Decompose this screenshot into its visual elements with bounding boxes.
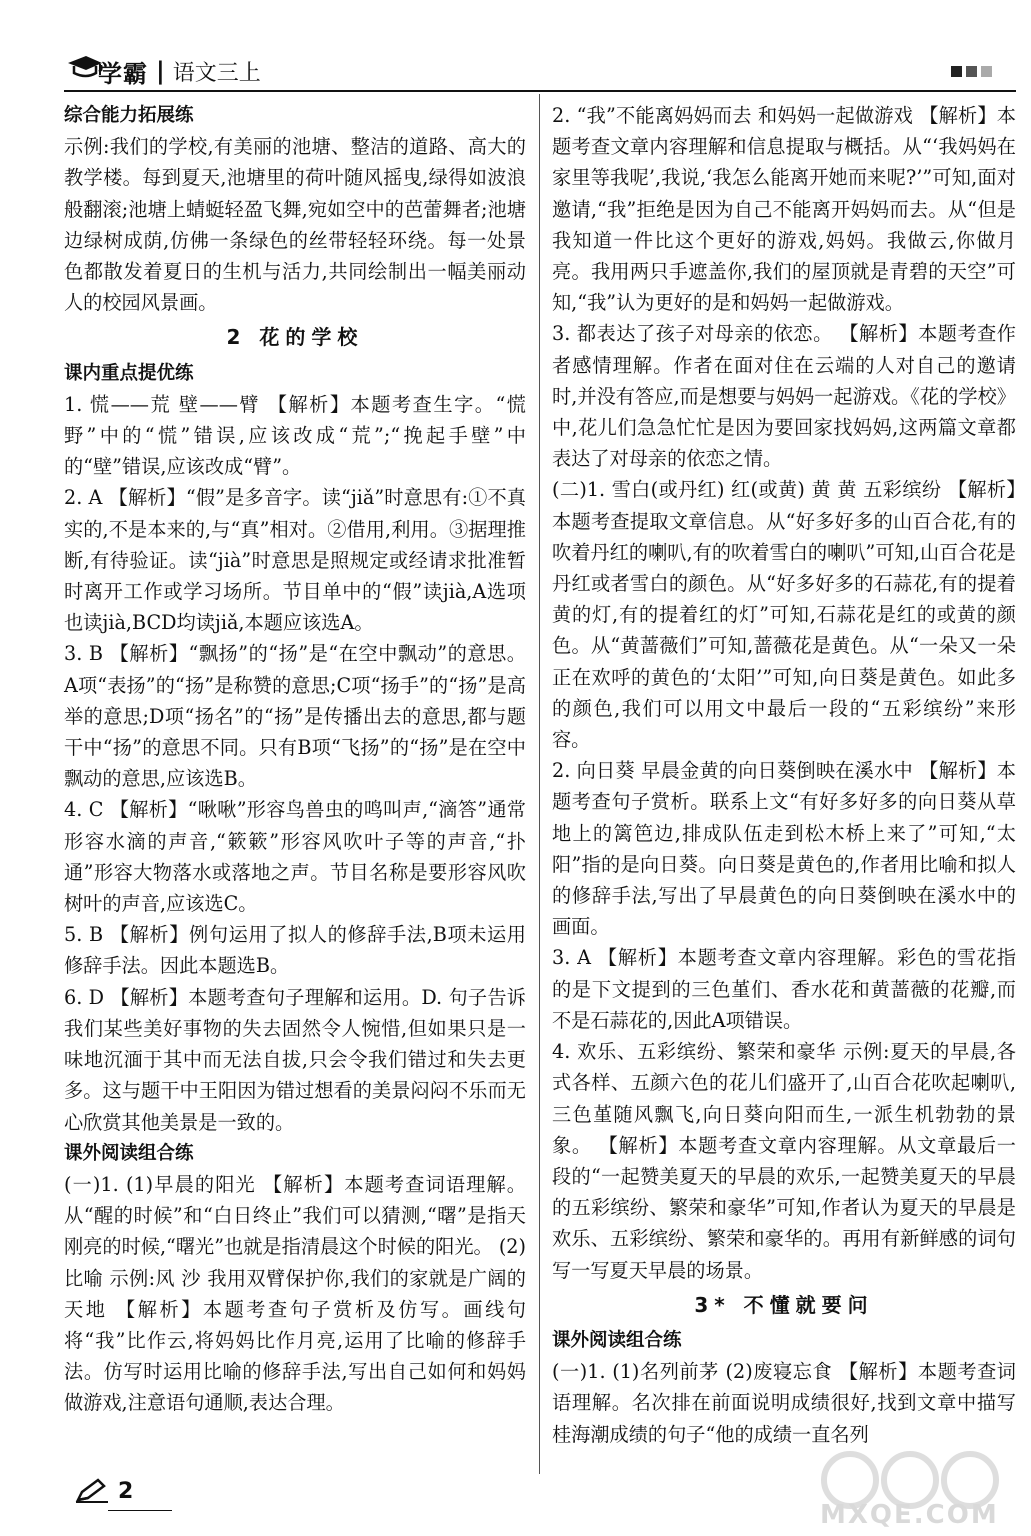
column-divider	[539, 94, 540, 1474]
brand-separator: |	[156, 57, 165, 85]
section-heading: 课外阅读组合练	[552, 1329, 682, 1351]
decorative-squares	[951, 66, 992, 77]
subject-label: 语文三上	[172, 60, 261, 86]
footer-rule	[108, 1510, 172, 1511]
answer-paragraph: 2. 向日葵 早晨金黄的向日葵倒映在溪水中 【解析】本题考查句子赏析。联系上文“有好多好多的向日葵从草地上的篱笆边,排成队伍走到松木桥上来了”可知,“太阳”指的是向日葵。向日葵是黄色的,作者用比喻和拟人的修辞手法,写出了早晨黄色的向日葵倒映在溪水中的画面。	[552, 759, 1016, 939]
answer-paragraph: 3. B 【解析】“飘扬”的“扬”是“在空中飘动”的意思。A项“表扬”的“扬”是称赞的意思;C项“扬手”的“扬”是高举的意思;D项“扬名”的“扬”是传播出去的意思,都与题干中“扬”的意思不同。只有B项“飞扬”的“扬”是在空中飘动的意思,应该选B。	[64, 642, 526, 791]
brand-name: 学霸	[98, 59, 148, 88]
square-icon	[981, 66, 992, 77]
answer-paragraph: 1. 慌——荒 壁——臂 【解析】本题考查生字。“慌野”中的“慌”错误,应该改成“荒”;“挽起手壁”中的“壁”错误,应该改成“臂”。	[64, 392, 526, 479]
section-heading: 课外阅读组合练	[64, 1142, 194, 1164]
page-footer	[74, 1478, 133, 1504]
answer-paragraph: (一)1. (1)名列前茅 (2)废寝忘食 【解析】本题考查词语理解。名次排在前面说明成绩很好,找到文章中描写桂海潮成绩的句子“他的成绩一直名列	[552, 1360, 1016, 1446]
section-heading: 课内重点提优练	[64, 362, 194, 384]
answer-paragraph: (二)1. 雪白(或丹红) 红(或黄) 黄 黄 五彩缤纷 【解析】本题考查提取文章信息。从“好多好多的山百合花,有的吹着丹红的喇叭,有的吹着雪白的喇叭”可知,山百合花是丹红或者雪白的颜色。从“好多好多的石蒜花,有的提着黄的灯,有的提着红的灯”可知,石蒜花是红的或黄的颜色。从“黄蔷薇们”可知,蔷薇花是黄色。从“一朵又一朵正在欢呼的黄色的‘太阳’”可知,向日葵是黄色。如此多的颜色,我们可以用文中最后一段的“五彩缤纷”来形容。	[552, 478, 1016, 752]
answer-paragraph: 3. A 【解析】本题考查文章内容理解。彩色的雪花指的是下文提到的三色堇们、香水花和黄蔷薇的花瓣,而不是石蒜花的,因此A项错误。	[552, 946, 1016, 1032]
answer-paragraph: 4. 欢乐、五彩缤纷、繁荣和豪华 示例:夏天的早晨,各式各样、五颜六色的花儿们盛开了,山百合花吹起喇叭,三色堇随风飘飞,向日葵向阳而生,一派生机勃勃的景象。 【解析】本题考查文章内容理解。从文章最后一段的“一起赞美夏天的早晨的欢乐,一起赞美夏天的早晨的五彩缤纷、繁荣和豪华”可知,作者认为夏天的早晨是欢乐、五彩缤纷、繁荣和豪华的。再用有新鲜感的词句写一写夏天早晨的场景。	[552, 1040, 1016, 1282]
lesson-title: 3* 不懂就要问	[694, 1292, 874, 1317]
page-number: 2	[118, 1478, 134, 1504]
answer-paragraph: 2. A 【解析】“假”是多音字。读“jiǎ”时意思有:①不真实的,不是本来的,与“真”相对。②借用,利用。③据理推断,有待验证。读“jià”时意思是照规定或经请求批准暂时离开工作或学习场所。节目单中的“假”读jià,A选项也读jià,BCD均读jiǎ,本题应该选A。	[64, 486, 526, 635]
graduation-cap-icon	[64, 53, 104, 89]
pencil-icon	[74, 1478, 110, 1504]
answer-paragraph: 2. “我”不能离妈妈而去 和妈妈一起做游戏 【解析】本题考查文章内容理解和信息提取与概括。从“‘我妈妈在家里等我呢’,我说,‘我怎么能离开她而来呢?’”可知,面对邀请,“我”拒绝是因为自己不能离开妈妈而去。从“但是我知道一件比这个更好的游戏,妈妈。我做云,你做月亮。我用两只手遮盖你,我们的屋顶就是青碧的天空”可知,“我”认为更好的是和妈妈一起做游戏。	[552, 104, 1016, 315]
right-column	[552, 100, 1016, 1450]
section-heading: 综合能力拓展练	[64, 105, 194, 126]
lesson-title: 2 花的学校	[226, 325, 364, 350]
square-icon	[966, 66, 977, 77]
square-icon	[951, 66, 962, 77]
header-rule	[64, 90, 1016, 92]
page-header	[64, 52, 1016, 90]
watermark-text: MXQE.COM	[820, 1500, 999, 1530]
answer-paragraph: 示例:我们的学校,有美丽的池塘、整洁的道路、高大的教学楼。每到夏天,池塘里的荷叶随风摇曳,绿得如波浪般翻滚;池塘上蜻蜓轻盈飞舞,宛如空中的芭蕾舞者;池塘边绿树成荫,仿佛一条绿色的丝带轻轻环绕。每一处景色都散发着夏日的生机与活力,共同绘制出一幅美丽动人的校园风景画。	[64, 135, 526, 315]
answer-paragraph: 6. D 【解析】本题考查句子理解和运用。D. 句子告诉我们某些美好事物的失去固然令人惋惜,但如果只是一味地沉湎于其中而无法自拔,只会令我们错过和失去更多。这与题干中王阳因为错过想看的美景闷闷不乐而无心欣赏其他美景是一致的。	[64, 985, 526, 1134]
brand-logo	[64, 52, 261, 90]
answer-paragraph: (一)1. (1)早晨的阳光 【解析】本题考查词语理解。从“醒的时候”和“白日终止”我们可以猜测,“曙”是指天刚亮的时候,“曙光”也就是指清晨这个时候的阳光。 (2)比喻 示例:风 沙 我用双臂保护你,我们的家就是广阔的天地 【解析】本题考查句子赏析及仿写。画线句将“我”比作云,将妈妈比作月亮,运用了比喻的修辞手法。仿写时运用比喻的修辞手法,写出自己如何和妈妈做游戏,注意语句通顺,表达合理。	[64, 1172, 526, 1415]
answer-paragraph: 3. 都表达了孩子对母亲的依恋。 【解析】本题考查作者感情理解。作者在面对住在云端的人对自己的邀请时,并没有答应,而是想要与妈妈一起游戏。《花的学校》中,花儿们急急忙忙是因为要回家找妈妈,这两篇文章都表达了对母亲的依恋之情。	[552, 322, 1016, 471]
left-column	[64, 100, 526, 1419]
answer-paragraph: 4. C 【解析】“啾啾”形容鸟兽虫的鸣叫声,“滴答”通常形容水滴的声音,“簌簌”形容风吹叶子等的声音,“扑通”形容大物落水或落地之声。节目名称是要形容风吹树叶的声音,应该选C。	[64, 798, 526, 916]
answer-paragraph: 5. B 【解析】例句运用了拟人的修辞手法,B项未运用修辞手法。因此本题选B。	[64, 923, 526, 978]
